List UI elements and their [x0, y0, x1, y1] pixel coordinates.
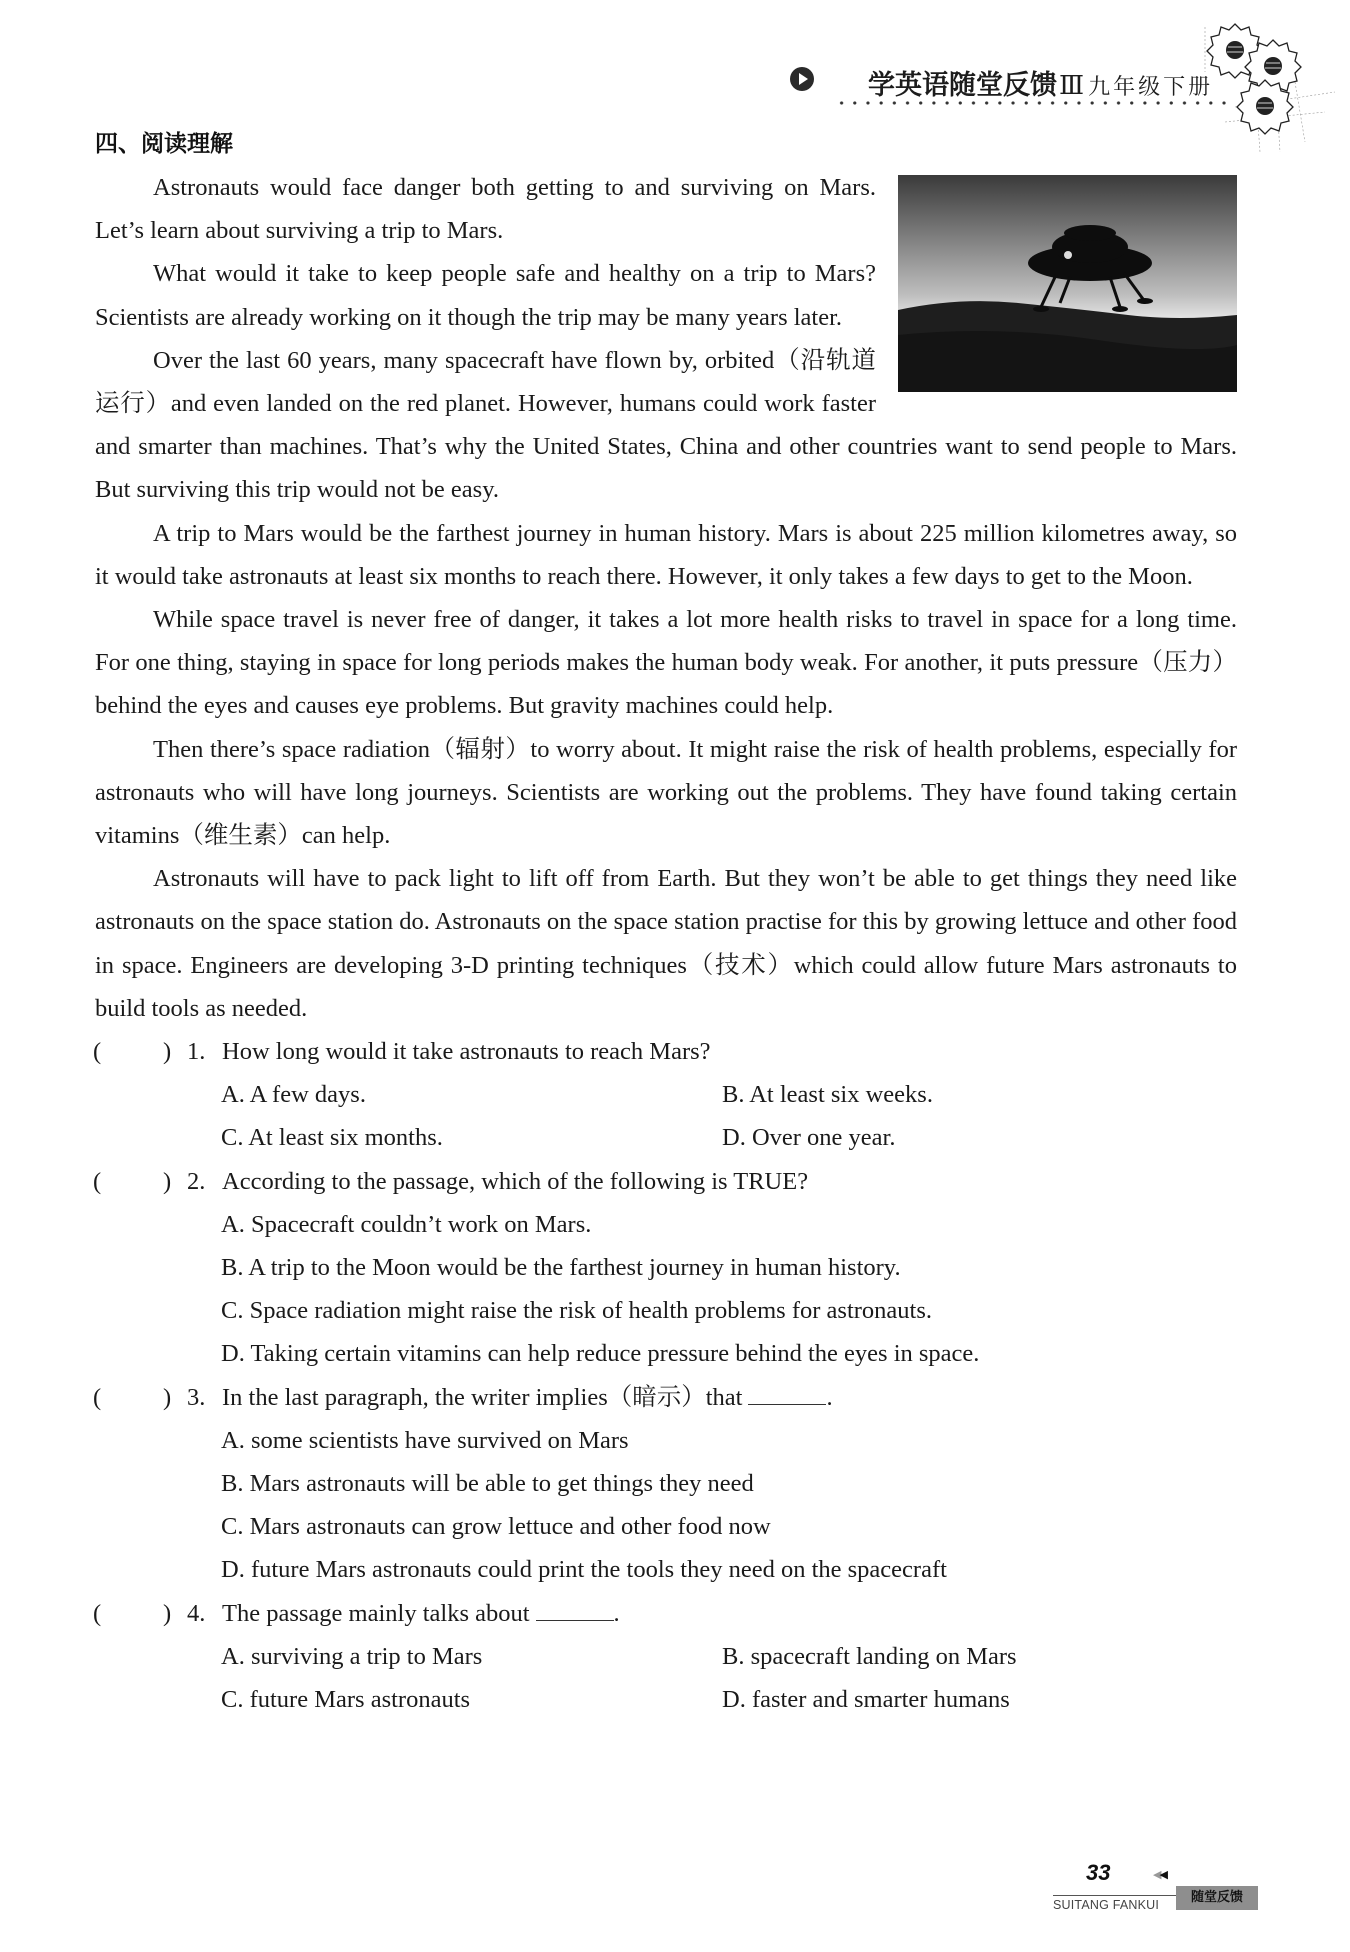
question-2 [95, 1160, 1237, 1203]
option-b: B. A trip to the Moon would be the farthest journey in human history. [221, 1254, 901, 1281]
option-c: C. future Mars astronauts [221, 1685, 471, 1713]
reading-section [95, 122, 1237, 1721]
question-end-punct: . [826, 1383, 833, 1411]
answer-paren-left: ( [93, 1383, 102, 1411]
option-c: C. Mars astronauts can grow lettuce and other food now [221, 1513, 771, 1541]
book-grade: 九年级下册 [1088, 75, 1214, 100]
play-circle-icon [790, 67, 814, 91]
option-d: D. faster and smarter humans [722, 1685, 1010, 1713]
option-c: C. Space radiation might raise the risk of health problems for astronauts. [221, 1297, 933, 1325]
answer-paren-right: ) [163, 1599, 172, 1627]
answer-blank [748, 1378, 826, 1405]
question-stem: The passage mainly talks about [222, 1599, 530, 1627]
option-a: A. Spacecraft couldn’t work on Mars. [221, 1210, 592, 1238]
mars-lander-image [898, 175, 1237, 392]
question-text [222, 1376, 833, 1419]
option-row [95, 1246, 1237, 1289]
question-text: How long would it take astronauts to reach Mars? [222, 1038, 711, 1066]
answer-paren-right: ) [163, 1038, 172, 1066]
book-title-main: 学英语随堂反馈 [868, 70, 1057, 101]
answer-paren-left: ( [93, 1599, 102, 1627]
reading-passage [95, 166, 1237, 1030]
option-row [95, 1203, 1237, 1246]
passage-paragraph: Astronauts would face danger both getting to and surviving on Mars. Let’s learn about surviving a trip to Mars. [95, 174, 876, 245]
footer-brand-en: SUITANG FANKUI [1053, 1898, 1160, 1912]
option-row [95, 1462, 1237, 1505]
footer-brand-cn: 随堂反馈 [1176, 1886, 1258, 1910]
answer-paren-left: ( [93, 1167, 102, 1195]
option-row [95, 1289, 1237, 1332]
question-number: 2. [187, 1167, 206, 1195]
passage-paragraph: Then there’s space radiation（辐射）to worry about. It might raise the risk of health problems, especially for astronauts who will have long journeys. Scientists are working out the problems. They have found taking certain vitamins（维生素）can help. [95, 735, 1237, 850]
option-b: B. spacecraft landing on Mars [722, 1642, 1017, 1670]
book-title [868, 63, 1213, 102]
footer-divider [1053, 1895, 1177, 1896]
answer-blank [536, 1594, 614, 1621]
passage-paragraph: A trip to Mars would be the farthest journey in human history. Mars is about 225 million kilometres away, so it would take astronauts at least six months to reach there. However, it only takes a few days to get to the Moon. [95, 519, 1237, 590]
section-title: 四、阅读理解 [95, 131, 233, 157]
answer-paren-left: ( [93, 1038, 102, 1066]
question-3 [95, 1376, 1237, 1419]
question-number: 3. [187, 1383, 206, 1411]
passage-paragraph: Over the last 60 years, many spacecraft have flown by, orbited（沿轨道运行）and even landed on the red planet. However, humans could work faster and smarter than machines. That’s why the United States, China and other countries want to send people to Mars. But surviving this trip would not be easy. [95, 346, 1237, 504]
book-volume: Ⅲ [1059, 71, 1085, 101]
option-d: D. Taking certain vitamins can help reduce pressure behind the eyes in space. [221, 1340, 980, 1368]
passage-paragraph: What would it take to keep people safe and healthy on a trip to Mars? Scientists are already working on it though the trip may be many years later. [95, 260, 876, 331]
questions-list [95, 1030, 1237, 1721]
question-number: 1. [187, 1038, 206, 1066]
option-row [95, 1073, 1237, 1116]
option-d: D. Over one year. [722, 1124, 896, 1152]
passage-paragraph: Astronauts will have to pack light to lift off from Earth. But they won’t be able to get things they need like astronauts on the space station do. Astronauts on the space station practise for this by growing lettuce and other food in space. Engineers are developing 3-D printing techniques（技术）which could allow future Mars astronauts to build tools as needed. [95, 865, 1237, 1022]
double-left-arrow-icon: ◀◀ [1153, 1868, 1166, 1881]
mars-lander-illustration [898, 175, 1237, 392]
question-text [222, 1592, 620, 1635]
question-stem: In the last paragraph, the writer implies（暗示）that [222, 1383, 743, 1411]
option-row [95, 1116, 1237, 1159]
page-number: 33 [1086, 1860, 1111, 1885]
answer-paren-right: ) [163, 1383, 172, 1411]
option-c: C. At least six months. [221, 1124, 443, 1152]
option-row [95, 1678, 1237, 1721]
option-d: D. future Mars astronauts could print the tools they need on the spacecraft [221, 1556, 947, 1584]
passage-paragraph: While space travel is never free of danger, it takes a lot more health risks to travel in space for a long time. For one thing, staying in space for long periods makes the human body weak. For another, it puts pressure（压力）behind the eyes and causes eye problems. But gravity machines could help. [95, 606, 1237, 720]
question-1 [95, 1030, 1237, 1073]
option-b: B. Mars astronauts will be able to get things they need [221, 1469, 754, 1497]
option-a: A. some scientists have survived on Mars [221, 1426, 629, 1454]
option-a: A. A few days. [221, 1081, 366, 1109]
question-text: According to the passage, which of the following is TRUE? [222, 1167, 809, 1195]
option-row [95, 1505, 1237, 1548]
header-dotted-divider [835, 101, 1230, 105]
option-row [95, 1635, 1237, 1678]
answer-paren-right: ) [163, 1167, 172, 1195]
option-row [95, 1548, 1237, 1591]
option-row [95, 1332, 1237, 1375]
question-end-punct: . [613, 1599, 620, 1627]
option-row [95, 1419, 1237, 1462]
option-b: B. At least six weeks. [722, 1081, 933, 1109]
question-number: 4. [187, 1599, 206, 1627]
option-a: A. surviving a trip to Mars [221, 1642, 483, 1670]
question-4 [95, 1592, 1237, 1635]
